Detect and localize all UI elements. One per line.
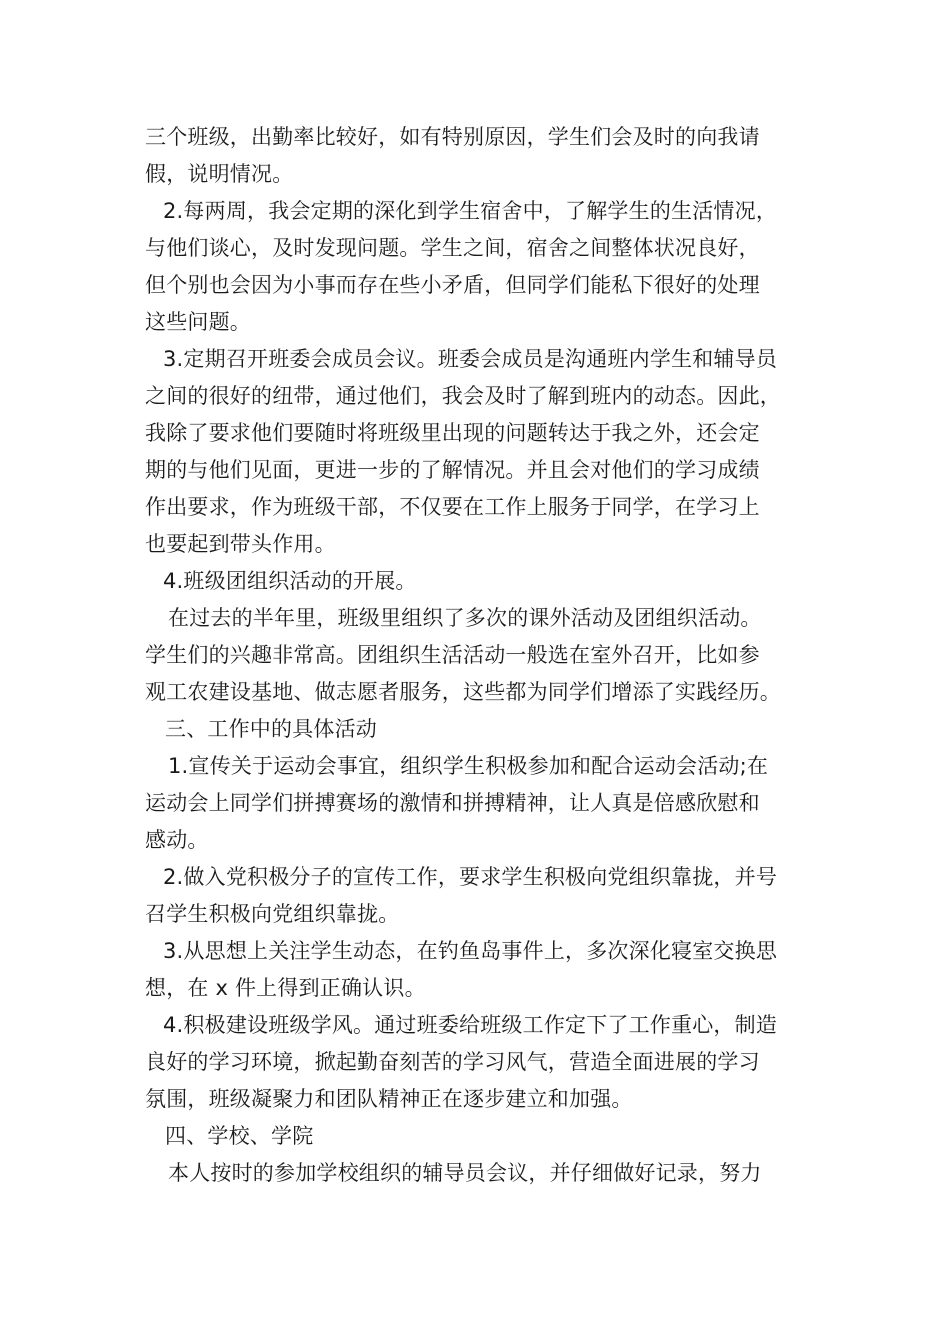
text-line: 2.每两周，我会定期的深化到学生宿舍中，了解学生的生活情况，: [163, 199, 778, 223]
text-line: 2.做入党积极分子的宣传工作，要求学生积极向党组织靠拢，并号: [163, 865, 778, 889]
text-line: 感动。: [145, 828, 209, 852]
text-line: 在过去的半年里，班级里组织了多次的课外活动及团组织活动。: [168, 606, 762, 630]
text-line: 观工农建设基地、做志愿者服务，这些都为同学们增添了实践经历。: [145, 680, 781, 704]
section-heading: 四、学校、学院: [165, 1124, 314, 1148]
text-line: 4.积极建设班级学风。通过班委给班级工作定下了工作重心，制造: [163, 1013, 778, 1037]
text-line: 三个班级，出勤率比较好，如有特别原因，学生们会及时的向我请: [145, 125, 760, 149]
text-line: 3.定期召开班委会成员会议。班委会成员是沟通班内学生和辅导员: [163, 347, 778, 371]
text-line: 想，在 x 件上得到正确认识。: [145, 976, 426, 1000]
text-line: 运动会上同学们拼搏赛场的激情和拼搏精神，让人真是倍感欣慰和: [145, 791, 760, 815]
text-line: 召学生积极向党组织靠拢。: [145, 902, 400, 926]
text-line: 但个别也会因为小事而存在些小矛盾，但同学们能私下很好的处理: [145, 273, 760, 297]
text-line: 本人按时的参加学校组织的辅导员会议，并仔细做好记录，努力: [168, 1161, 762, 1185]
text-line: 氛围，班级凝聚力和团队精神正在逐步建立和加强。: [145, 1087, 633, 1111]
text-line: 期的与他们见面，更进一步的了解情况。并且会对他们的学习成绩: [145, 458, 760, 482]
text-line: 4.班级团组织活动的开展。: [163, 569, 417, 593]
text-line: 3.从思想上关注学生动态，在钓鱼岛事件上，多次深化寝室交换思: [163, 939, 778, 963]
text-line: 与他们谈心，及时发现问题。学生之间，宿舍之间整体状况良好，: [145, 236, 760, 260]
section-heading: 三、工作中的具体活动: [165, 717, 377, 741]
text-line: 也要起到带头作用。: [145, 532, 336, 556]
text-line: 我除了要求他们要随时将班级里出现的问题转达于我之外，还会定: [145, 421, 760, 445]
text-line: 这些问题。: [145, 310, 251, 334]
text-line: 假，说明情况。: [145, 162, 294, 186]
text-line: 作出要求，作为班级干部，不仅要在工作上服务于同学，在学习上: [145, 495, 760, 519]
text-line: 之间的很好的纽带，通过他们，我会及时了解到班内的动态。因此，: [145, 384, 781, 408]
text-line: 学生们的兴趣非常高。团组织生活活动一般选在室外召开，比如参: [145, 643, 760, 667]
text-line: 1.宣传关于运动会事宜，组织学生积极参加和配合运动会活动;在: [168, 754, 769, 778]
text-line: 良好的学习环境，掀起勤奋刻苦的学习风气，营造全面进展的学习: [145, 1050, 760, 1074]
